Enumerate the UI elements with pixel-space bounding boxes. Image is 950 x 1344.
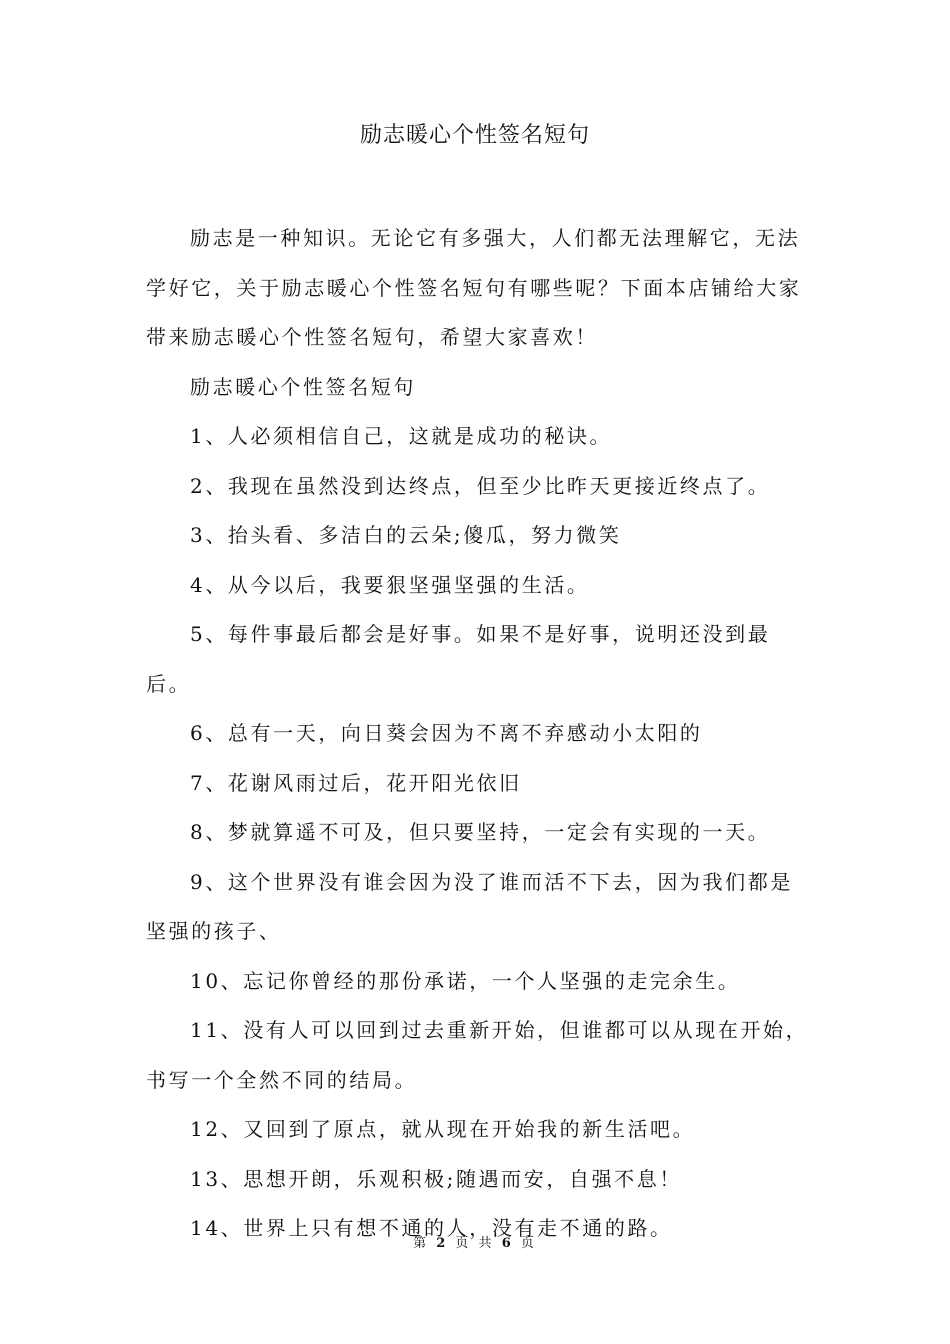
page-footer: [0, 1232, 950, 1251]
list-item: 2、我现在虽然没到达终点，但至少比昨天更接近终点了。: [190, 473, 771, 498]
list-item: 11、没有人可以回到过去重新开始，但谁都可以从现在开始，书写一个全然不同的结局。: [146, 1018, 809, 1092]
list-item: 5、每件事最后都会是好事。如果不是好事，说明还没到最后。: [146, 622, 771, 696]
intro-paragraph: 励志是一种知识。无论它有多强大，人们都无法理解它，无法学好它，关于励志暖心个性签名短句有哪些呢？下面本店铺给大家带来励志暖心个性签名短句，希望大家喜欢！: [146, 226, 802, 349]
section-heading: 励志暖心个性签名短句: [190, 374, 416, 399]
footer-middle: 页 共: [455, 1236, 495, 1251]
list-item: 6、总有一天，向日葵会因为不离不弃感动小太阳的: [190, 721, 703, 745]
list-item: 12、又回到了原点，就从现在开始我的新生活吧。: [190, 1117, 696, 1141]
page-title: 励志暖心个性签名短句: [359, 123, 590, 148]
footer-prefix: 第: [413, 1236, 430, 1251]
list-item: 4、从今以后，我要狠坚强坚强的生活。: [190, 572, 590, 597]
list-item: 9、这个世界没有谁会因为没了谁而活不下去，因为我们都是坚强的孩子、: [146, 869, 793, 943]
footer-suffix: 页: [520, 1236, 537, 1251]
list-item: 14、世界上只有想不通的人，没有走不通的路。: [190, 1216, 673, 1240]
current-page-number: 2: [436, 1236, 449, 1251]
list-item: 13、思想开朗，乐观积极;随遇而安，自强不息！: [190, 1166, 682, 1191]
list-item: 10、忘记你曾经的那份承诺，一个人坚强的走完余生。: [190, 968, 741, 993]
list-item: 3、抬头看、多洁白的云朵;傻瓜，努力微笑: [190, 523, 622, 547]
list-item: 7、花谢风雨过后，花开阳光依旧: [190, 770, 522, 795]
document-body: [146, 214, 810, 1254]
total-page-count: 6: [501, 1236, 514, 1251]
list-item: 1、人必须相信自己，这就是成功的秘诀。: [190, 424, 613, 448]
list-item: 8、梦就算遥不可及，但只要坚持，一定会有实现的一天。: [190, 820, 771, 844]
